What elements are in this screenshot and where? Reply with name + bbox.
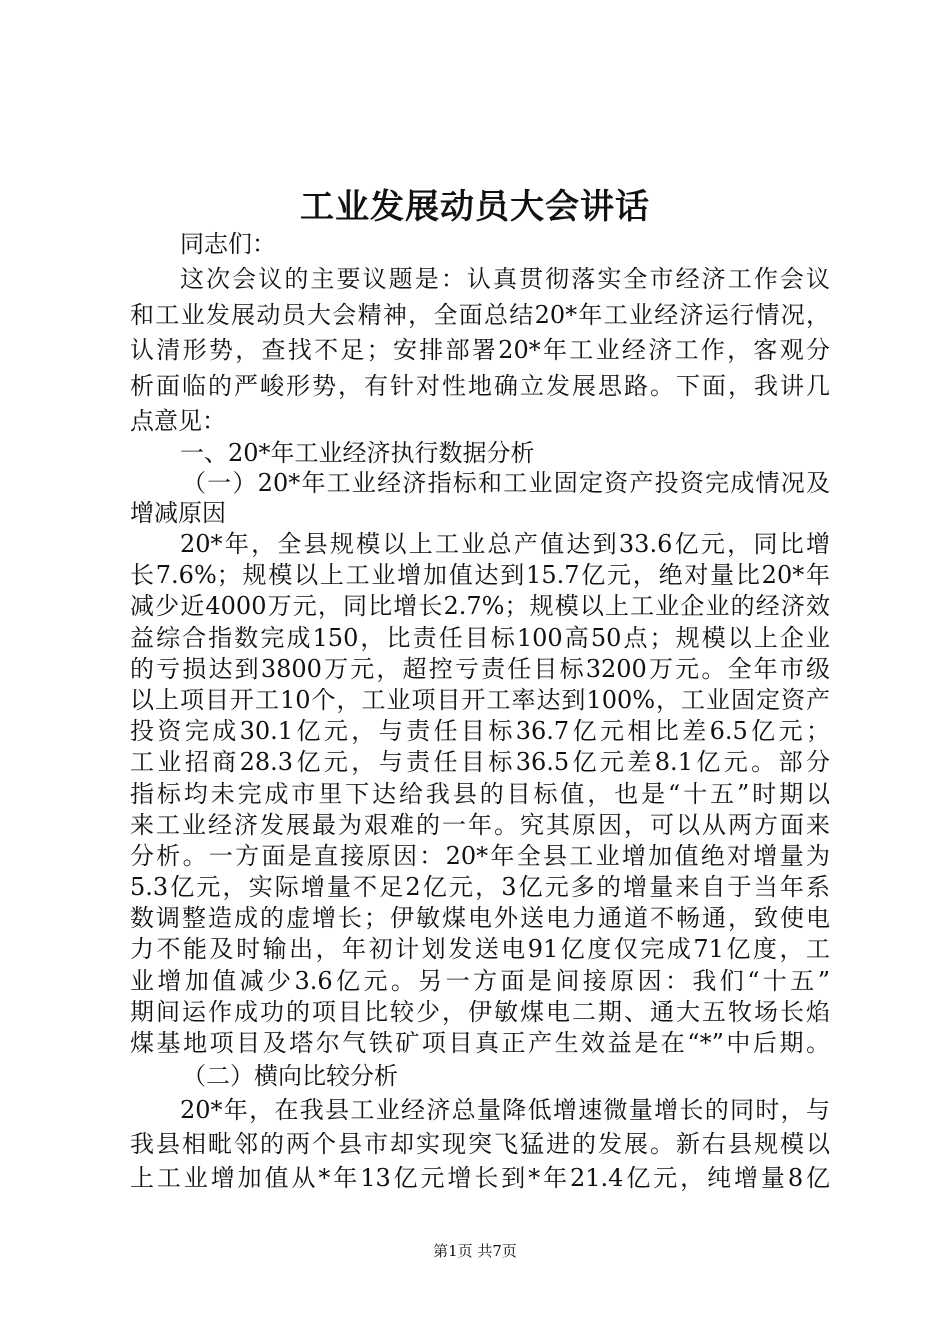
paragraph-line: 指标均未完成市里下达给我县的目标值，也是“十五”时期以 [130, 780, 830, 808]
page-footer: 第1页 共7页 [433, 1242, 517, 1260]
paragraph-line: 工业招商28.3亿元，与责任目标36.5亿元差8.1亿元。部分 [130, 748, 830, 776]
paragraph-line: 来工业经济发展最为艰难的一年。究其原因，可以从两方面来 [130, 811, 830, 839]
paragraph-line: 减少近4000万元，同比增长2.7%；规模以上工业企业的经济效 [130, 592, 830, 620]
paragraph-line: 5.3亿元，实际增量不足2亿元，3亿元多的增量来自于当年系 [130, 873, 830, 901]
paragraph-line: 力不能及时输出，年初计划发送电91亿度仅完成71亿度，工 [130, 935, 830, 963]
paragraph-line: 认清形势，查找不足；安排部署20*年工业经济工作，客观分 [130, 336, 830, 364]
section-heading: 一、20*年工业经济执行数据分析 [180, 439, 535, 467]
document-title: 工业发展动员大会讲话 [300, 187, 650, 227]
paragraph-line: 我县相毗邻的两个县市却实现突飞猛进的发展。新右县规模以 [130, 1130, 830, 1158]
subsection-heading: （一）20*年工业经济指标和工业固定资产投资完成情况及 [182, 469, 830, 497]
paragraph-line: 长7.6%；规模以上工业增加值达到15.7亿元，绝对量比20*年 [130, 561, 830, 589]
paragraph-line: 点意见： [130, 407, 226, 435]
paragraph-line: 业增加值减少3.6亿元。另一方面是间接原因：我们“十五” [130, 967, 830, 995]
paragraph-line: 和工业发展动员大会精神，全面总结20*年工业经济运行情况， [130, 301, 830, 329]
paragraph-line: 期间运作成功的项目比较少，伊敏煤电二期、通大五牧场长焰 [130, 998, 830, 1026]
paragraph-line: 分析。一方面是直接原因：20*年全县工业增加值绝对增量为 [130, 842, 830, 870]
paragraph-line: 煤基地项目及塔尔气铁矿项目真正产生效益是在“*”中后期。 [130, 1029, 830, 1057]
paragraph-line: 20*年，在我县工业经济总量降低增速微量增长的同时，与 [180, 1096, 830, 1124]
paragraph-line: 投资完成30.1亿元，与责任目标36.7亿元相比差6.5亿元； [130, 717, 830, 745]
paragraph-line: 的亏损达到3800万元，超控亏责任目标3200万元。全年市级 [130, 655, 830, 683]
paragraph-line: 20*年，全县规模以上工业总产值达到33.6亿元，同比增 [180, 530, 830, 558]
subsection-heading: 增减原因 [130, 499, 226, 527]
salutation: 同志们： [180, 230, 276, 258]
paragraph-line: 益综合指数完成150，比责任目标100高50点；规模以上企业 [130, 624, 830, 652]
paragraph-line: 以上项目开工10个，工业项目开工率达到100%，工业固定资产 [130, 686, 830, 714]
paragraph-line: 上工业增加值从*年13亿元增长到*年21.4亿元，纯增量8亿 [130, 1164, 830, 1192]
paragraph-line: 数调整造成的虚增长；伊敏煤电外送电力通道不畅通，致使电 [130, 904, 830, 932]
paragraph-line: 析面临的严峻形势，有针对性地确立发展思路。下面，我讲几 [130, 372, 830, 400]
subsection-heading: （二）横向比较分析 [182, 1062, 398, 1090]
paragraph-line: 这次会议的主要议题是：认真贯彻落实全市经济工作会议 [180, 265, 830, 293]
